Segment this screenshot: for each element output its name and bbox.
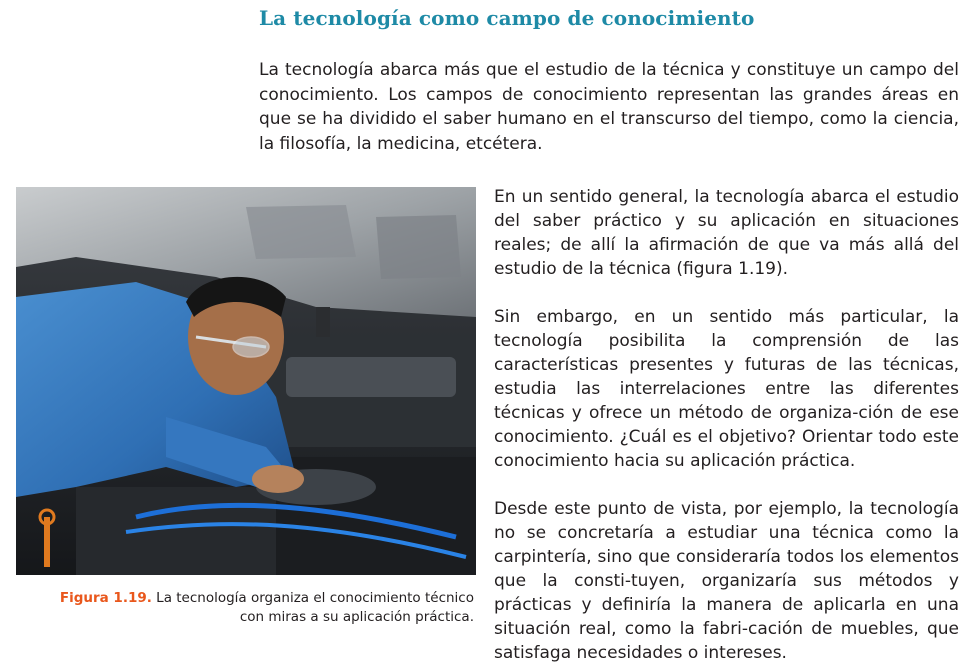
section-title: La tecnología como campo de conocimiento bbox=[259, 6, 755, 30]
figure-caption bbox=[40, 589, 474, 627]
figure-label: Figura 1.19. bbox=[59, 590, 152, 606]
paragraph-example: Desde este punto de vista, por ejemplo, la tecnología no se concretaría a estudiar una técnica como la carpintería, sino que consideraría todos los elementos que la consti-tuyen, organizaría sus métodos y prácticas y definiría la manera de aplicarla en una situación real, como la fabri-cación de muebles, que satisfaga necesidades o intereses. bbox=[494, 499, 959, 663]
intro-paragraph: La tecnología abarca más que el estudio de la técnica y constituye un campo del conocimiento. Los campos de conocimiento representan las grandes áreas en que se ha dividido el saber humano en el transcurso del tiempo, como la ciencia, la filosofía, la medicina, etcétera. bbox=[259, 60, 959, 154]
right-column bbox=[494, 185, 959, 665]
mechanic-engine-photo bbox=[16, 187, 476, 575]
figure-caption-text: La tecnología organiza el conocimiento técnico con miras a su aplicación práctica. bbox=[151, 590, 474, 625]
paragraph-particular: Sin embargo, en un sentido más particular, la tecnología posibilita la comprensión de las características presentes y futuras de las técnicas, estudia las interrelaciones entre las diferentes técnicas y ofrece un método de organiza-ción de ese conocimiento. ¿Cuál es el objetivo? Orientar todo este conocimiento hacia su aplicación práctica. bbox=[494, 307, 959, 471]
paragraph-general: En un sentido general, la tecnología abarca el estudio del saber práctico y su aplicación en situaciones reales; de allí la afirmación de que va más allá del estudio de la técnica (figura 1.19). bbox=[494, 187, 959, 279]
